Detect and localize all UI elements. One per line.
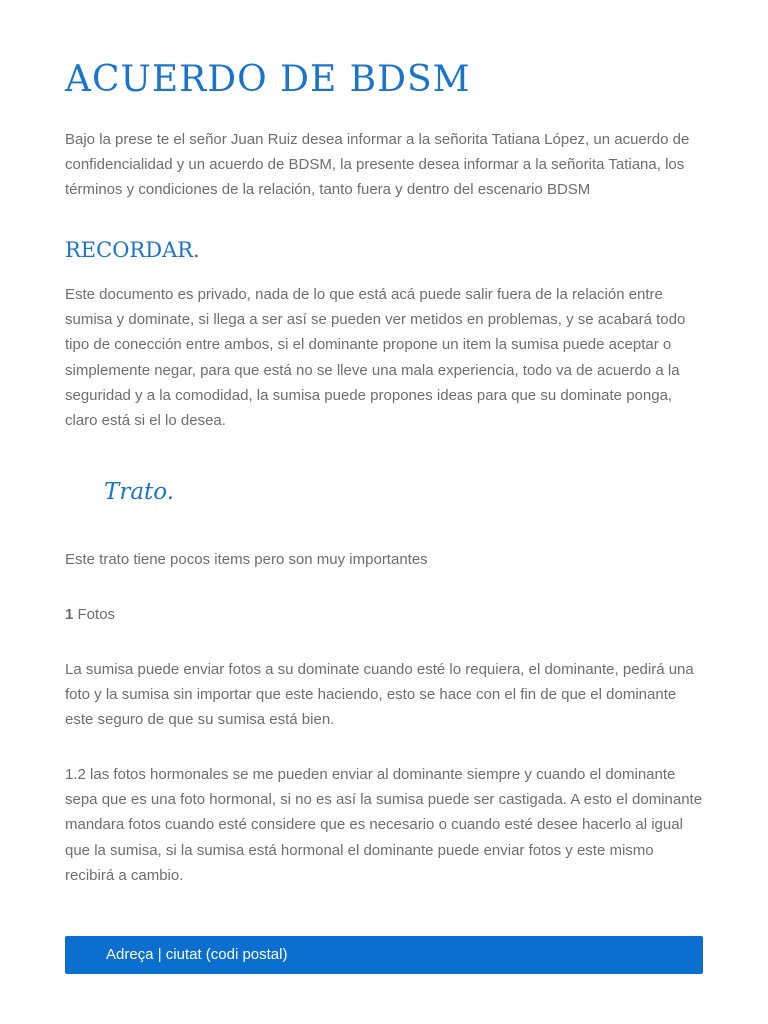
fotos-paragraph: La sumisa puede enviar fotos a su dominate cuando esté lo requiera, el dominante, pedirá una foto y la sumisa sin importar que este haciendo, esto se hace con el fin de que el dominante este seguro de que su sumisa está bien. <box>65 661 694 729</box>
item-label: Fotos <box>77 606 116 623</box>
item-fotos-label <box>65 602 705 627</box>
intro-paragraph: Bajo la prese te el señor Juan Ruiz desea informar a la señorita Tatiana López, un acuerdo de confidencialidad y un acuerdo de BDSM, la presente desea informar a la señorita Tatiana, los términos y condiciones de la relación, tanto fuera y dentro del escenario BDSM <box>65 131 690 199</box>
footer-bar <box>65 936 703 974</box>
item-number: 1 <box>65 606 74 623</box>
trato-intro-paragraph: Este trato tiene pocos items pero son muy importantes <box>65 551 428 568</box>
section-heading-recordar: RECORDAR. <box>65 238 200 262</box>
footer-address: Adreça | ciutat (codi postal) <box>106 946 288 963</box>
fotos-hormonales-paragraph: 1.2 las fotos hormonales se me pueden enviar al dominante siempre y cuando el dominante sepa que es una foto hormonal, si no es así la sumisa puede ser castigada. A esto el dominante mandara fotos cuando esté considere que es necesario o cuando esté desee hacerlo al igual que la sumisa, si la sumisa está hormonal el dominante puede enviar fotos y este mismo recibirá a cambio. <box>65 766 703 884</box>
section-heading-trato: Trato. <box>104 479 175 505</box>
document-title: ACUERDO DE BDSM <box>65 59 471 100</box>
recordar-paragraph: Este documento es privado, nada de lo que está acá puede salir fuera de la relación entre sumisa y dominate, si llega a ser así se pueden ver metidos en problemas, y se acabará todo tipo de conección entre ambos, si el dominante propone un item la sumisa puede aceptar o simplemente negar, para que está no se lleve una mala experiencia, todo va de acuerdo a la seguridad y a la comodidad, la sumisa puede propones ideas para que su dominate ponga, claro está si el lo desea. <box>65 286 686 430</box>
